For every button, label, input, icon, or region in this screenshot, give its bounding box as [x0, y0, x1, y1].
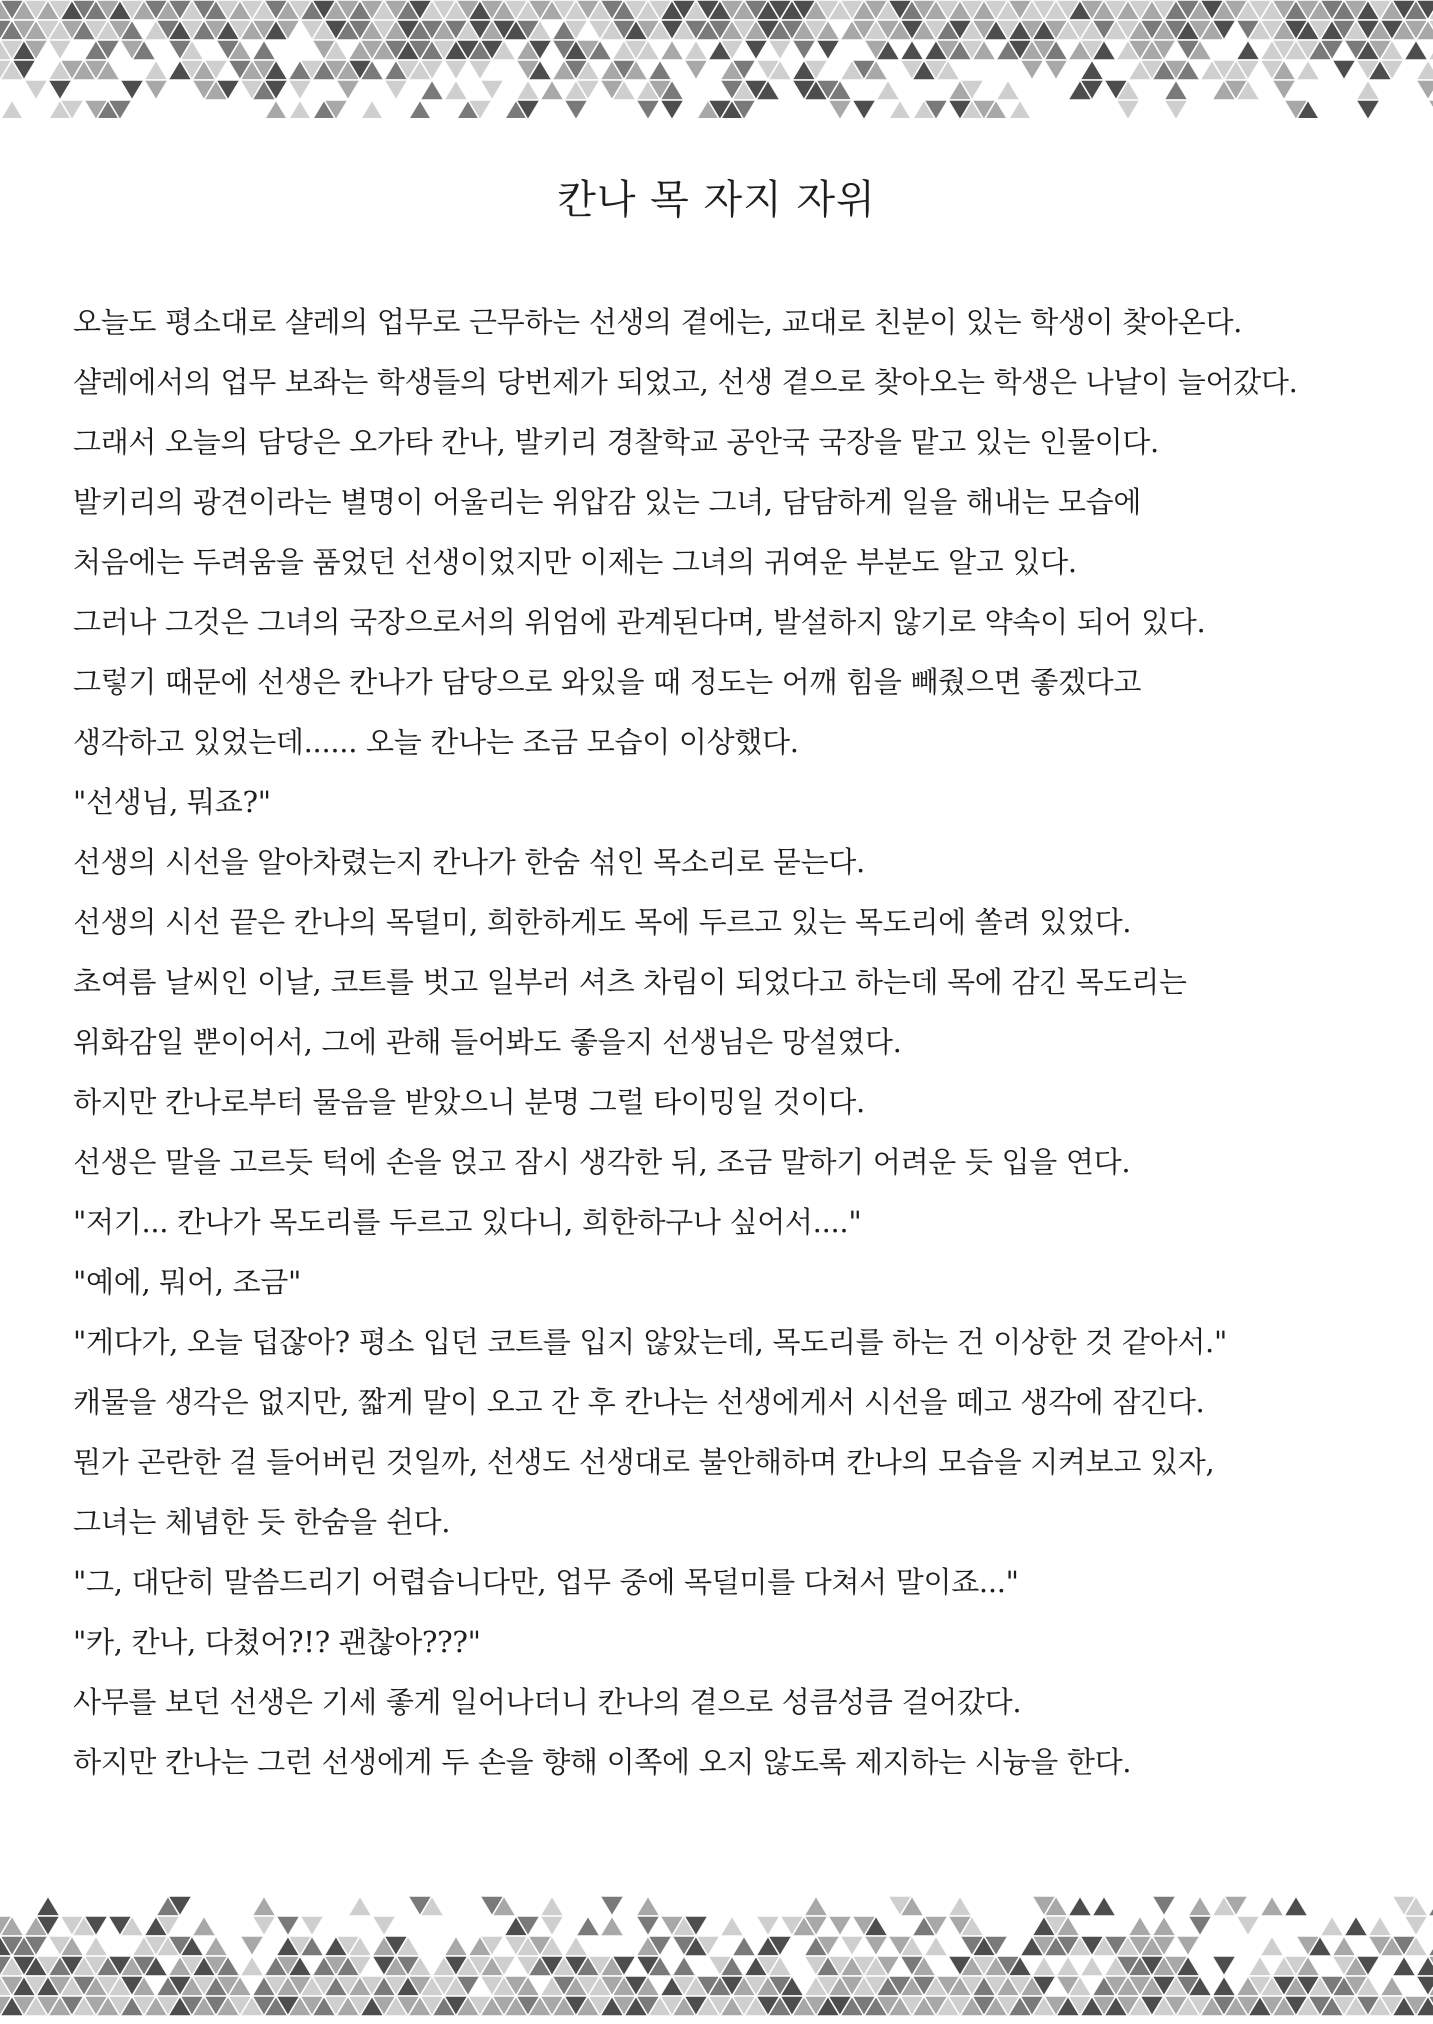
triangle-tile — [828, 100, 852, 118]
paragraph-line: 뭔가 곤란한 걸 들어버린 것일까, 선생도 선생대로 불안해하며 칸나의 모습을 지켜보고 있자, — [73, 1445, 1215, 1479]
triangle-tile — [852, 100, 876, 118]
triangle-tile — [684, 60, 708, 80]
triangle-tile — [768, 40, 792, 60]
triangle-tile — [888, 100, 912, 118]
triangle-tile — [1260, 1896, 1284, 1916]
triangle-tile — [1008, 100, 1032, 118]
triangle-tile — [1260, 1936, 1284, 1956]
triangle-tile — [1392, 1956, 1416, 1976]
triangle-tile — [540, 1896, 564, 1916]
triangle-tile — [1068, 1896, 1092, 1916]
paragraph-line: 오늘도 평소대로 샬레의 업무로 근무하는 선생의 곁에는, 교대로 친분이 있는 학생이 찾아온다. — [73, 305, 1243, 339]
paragraph-line: "카, 칸나, 다쳤어?!? 괜찮아???" — [73, 1625, 481, 1659]
triangle-tile — [1236, 40, 1260, 60]
triangle-tile — [840, 1936, 864, 1956]
paragraph-line: 발키리의 광견이라는 별명이 어울리는 위압감 있는 그녀, 담담하게 일을 해내는 모습에 — [73, 485, 1142, 519]
triangle-tile — [1284, 1896, 1308, 1916]
triangle-tile — [1272, 80, 1296, 100]
triangle-tile — [1056, 1956, 1080, 1976]
triangle-tile — [1020, 60, 1044, 80]
triangle-tile — [600, 1916, 624, 1936]
paragraph-line: 생각하고 있었는데...... 오늘 칸나는 조금 모습이 이상했다. — [73, 725, 799, 759]
triangle-tile — [804, 1896, 828, 1916]
triangle-tile — [900, 40, 924, 60]
triangle-tile — [240, 1956, 264, 1976]
triangle-tile — [420, 80, 444, 100]
triangle-tile — [660, 40, 684, 60]
triangle-tile — [1428, 40, 1433, 60]
triangle-tile — [144, 60, 168, 80]
paragraph-line: "선생님, 뭐죠?" — [73, 785, 271, 819]
triangle-tile — [1164, 100, 1188, 118]
paragraph-line: 사무를 보던 선생은 기세 좋게 일어나더니 칸나의 곁으로 성큼성큼 걸어갔다. — [73, 1685, 1022, 1719]
triangle-tile — [1152, 1916, 1176, 1936]
triangle-tile — [372, 1916, 396, 1936]
triangle-tile — [792, 40, 816, 60]
triangle-tile — [480, 80, 504, 100]
triangle-tile — [444, 60, 468, 80]
triangle-tile — [84, 1936, 108, 1956]
triangle-tile — [264, 100, 288, 118]
paragraph-line: 선생의 시선 끝은 칸나의 목덜미, 희한하게도 목에 두르고 있는 목도리에 쏠려 있었다. — [73, 905, 1132, 939]
triangle-tile — [24, 80, 48, 100]
triangle-tile — [816, 40, 840, 60]
triangle-tile — [48, 80, 72, 100]
paragraph-line: 그렇기 때문에 선생은 칸나가 담당으로 와있을 때 정도는 어깨 힘을 빼줬으면 좋겠다고 — [73, 665, 1142, 699]
triangle-tile — [288, 80, 312, 100]
triangle-tile — [1428, 1936, 1433, 1956]
paragraph-line: 선생의 시선을 알아차렸는지 칸나가 한숨 섞인 목소리로 묻는다. — [73, 845, 865, 879]
triangle-tile — [444, 80, 468, 100]
triangle-tile — [120, 80, 144, 100]
triangle-tile — [876, 80, 900, 100]
triangle-tile — [1212, 1956, 1236, 1976]
paragraph-line: 그래서 오늘의 담당은 오가타 칸나, 발키리 경찰학교 공안국 국장을 맡고 있는 인물이다. — [73, 425, 1159, 459]
triangle-tile — [924, 1936, 948, 1956]
triangle-tile — [300, 1916, 324, 1936]
triangle-tile — [1044, 60, 1068, 80]
triangle-tile — [1332, 1936, 1356, 1956]
triangle-tile — [1188, 1896, 1212, 1916]
triangle-tile — [1344, 1916, 1368, 1936]
triangle-tile — [336, 80, 360, 100]
page-title: 칸나 목 자지 자위 — [557, 177, 876, 223]
paragraph-line: "게다가, 오늘 덥잖아? 평소 입던 코트를 입지 않았는데, 목도리를 하는 건 이상한 것 같아서." — [73, 1325, 1228, 1359]
triangle-tile — [540, 80, 564, 100]
triangle-tile — [1320, 1916, 1344, 1936]
triangle-tile — [1080, 60, 1104, 80]
triangle-tile — [468, 60, 492, 80]
triangle-pattern-bottom — [0, 1896, 1433, 2024]
triangle-tile — [756, 1916, 780, 1936]
paragraph-line: "그, 대단히 말씀드리기 어렵습니다만, 업무 중에 목덜미를 다쳐서 말이죠..." — [73, 1565, 1019, 1599]
triangle-tile — [1188, 1916, 1212, 1936]
triangle-tile — [600, 1896, 624, 1916]
triangle-tile — [1416, 60, 1433, 80]
triangle-tile — [1128, 1916, 1152, 1936]
triangle-tile — [1296, 60, 1320, 80]
triangle-tile — [564, 1936, 588, 1956]
triangle-tile — [864, 1936, 888, 1956]
triangle-tile — [648, 60, 672, 80]
triangle-tile — [744, 40, 768, 60]
triangle-tile — [1116, 100, 1140, 118]
triangle-tile — [1080, 1956, 1104, 1976]
triangle-tile — [636, 1916, 660, 1936]
triangle-tile — [1368, 1916, 1392, 1936]
triangle-tile — [720, 1916, 744, 1936]
triangle-tile — [1212, 1976, 1236, 1996]
triangle-tile — [1164, 80, 1188, 100]
triangle-tile — [1176, 1936, 1200, 1956]
paragraph-line: 초여름 날씨인 이날, 코트를 벗고 일부러 셔츠 차림이 되었다고 하는데 목에 감긴 목도리는 — [73, 965, 1187, 999]
triangle-tile — [1416, 80, 1433, 100]
triangle-tile — [1428, 1896, 1433, 1916]
triangle-tile — [36, 1896, 60, 1916]
triangle-tile — [1092, 1896, 1116, 1916]
triangle-tile — [204, 1936, 228, 1956]
triangle-tile — [408, 100, 432, 118]
triangle-tile — [348, 1896, 372, 1916]
triangle-tile — [1356, 100, 1380, 118]
triangle-tile — [1404, 1916, 1428, 1936]
triangle-tile — [48, 40, 72, 60]
top-decorative-border — [0, 0, 1433, 118]
triangle-tile — [252, 1896, 276, 1916]
paragraph-line: 하지만 칸나로부터 물음을 받았으니 분명 그럴 타이밍일 것이다. — [73, 1085, 865, 1119]
paragraph-line: 샬레에서의 업무 보좌는 학생들의 당번제가 되었고, 선생 곁으로 찾아오는 학생은 나날이 늘어갔다. — [73, 365, 1298, 399]
triangle-tile — [384, 80, 408, 100]
paragraph-line: 캐물을 생각은 없지만, 짧게 말이 오고 간 후 칸나는 선생에게서 시선을 떼고 생각에 잠긴다. — [73, 1385, 1205, 1419]
triangle-tile — [360, 100, 384, 118]
paragraph-line: "예에, 뭐어, 조금" — [73, 1265, 302, 1299]
triangle-tile — [1404, 40, 1428, 60]
triangle-tile — [684, 40, 708, 60]
triangle-tile — [288, 100, 312, 118]
triangle-tile — [672, 1956, 696, 1976]
triangle-tile — [1380, 1976, 1404, 1996]
paragraph-line: 그러나 그것은 그녀의 국장으로서의 위엄에 관계된다며, 발설하지 않기로 약속이 되어 있다. — [73, 605, 1206, 639]
triangle-tile — [636, 100, 660, 118]
triangle-tile — [1356, 80, 1380, 100]
triangle-tile — [1428, 100, 1433, 118]
triangle-tile — [252, 40, 276, 60]
triangle-tile — [828, 1916, 852, 1936]
paragraph-line: 그녀는 체념한 듯 한숨을 쉰다. — [73, 1505, 451, 1539]
triangle-tile — [240, 1936, 264, 1956]
paragraph-line: 하지만 칸나는 그런 선생에게 두 손을 향해 이쪽에 오지 않도록 제지하는 시늉을 한다. — [73, 1745, 1132, 1779]
triangle-tile — [252, 1916, 276, 1936]
triangle-tile — [540, 1916, 564, 1936]
bottom-decorative-border — [0, 1896, 1433, 2024]
triangle-tile — [1152, 1896, 1176, 1916]
triangle-tile — [444, 1936, 468, 1956]
paragraph-line: "저기... 칸나가 목도리를 두르고 있다니, 희한하구나 싶어서...." — [73, 1205, 862, 1239]
triangle-tile — [276, 1916, 300, 1936]
paragraph-line: 위화감일 뿐이어서, 그에 관해 들어봐도 좋을지 선생님은 망설였다. — [73, 1025, 902, 1059]
triangle-tile — [1332, 60, 1356, 80]
paragraph-line: 처음에는 두려움을 품었던 선생이었지만 이제는 그녀의 귀여운 부분도 알고 있다. — [73, 545, 1077, 579]
triangle-tile — [192, 1916, 216, 1936]
triangle-tile — [660, 100, 684, 118]
triangle-tile — [1248, 1956, 1272, 1976]
triangle-tile — [144, 80, 168, 100]
story-body — [73, 292, 1373, 1792]
triangle-tile — [732, 1936, 756, 1956]
triangle-tile — [516, 80, 540, 100]
triangle-tile — [1032, 1956, 1056, 1976]
paragraph-line: 선생은 말을 고르듯 턱에 손을 얹고 잠시 생각한 뒤, 조금 말하기 어려운 듯 입을 연다. — [73, 1145, 1131, 1179]
triangle-tile — [636, 1896, 660, 1916]
triangle-tile — [564, 100, 588, 118]
triangle-pattern-top — [0, 0, 1433, 118]
triangle-tile — [0, 100, 24, 118]
triangle-tile — [1236, 1916, 1260, 1936]
triangle-tile — [576, 1916, 600, 1936]
triangle-tile — [948, 1896, 972, 1916]
triangle-tile — [996, 80, 1020, 100]
